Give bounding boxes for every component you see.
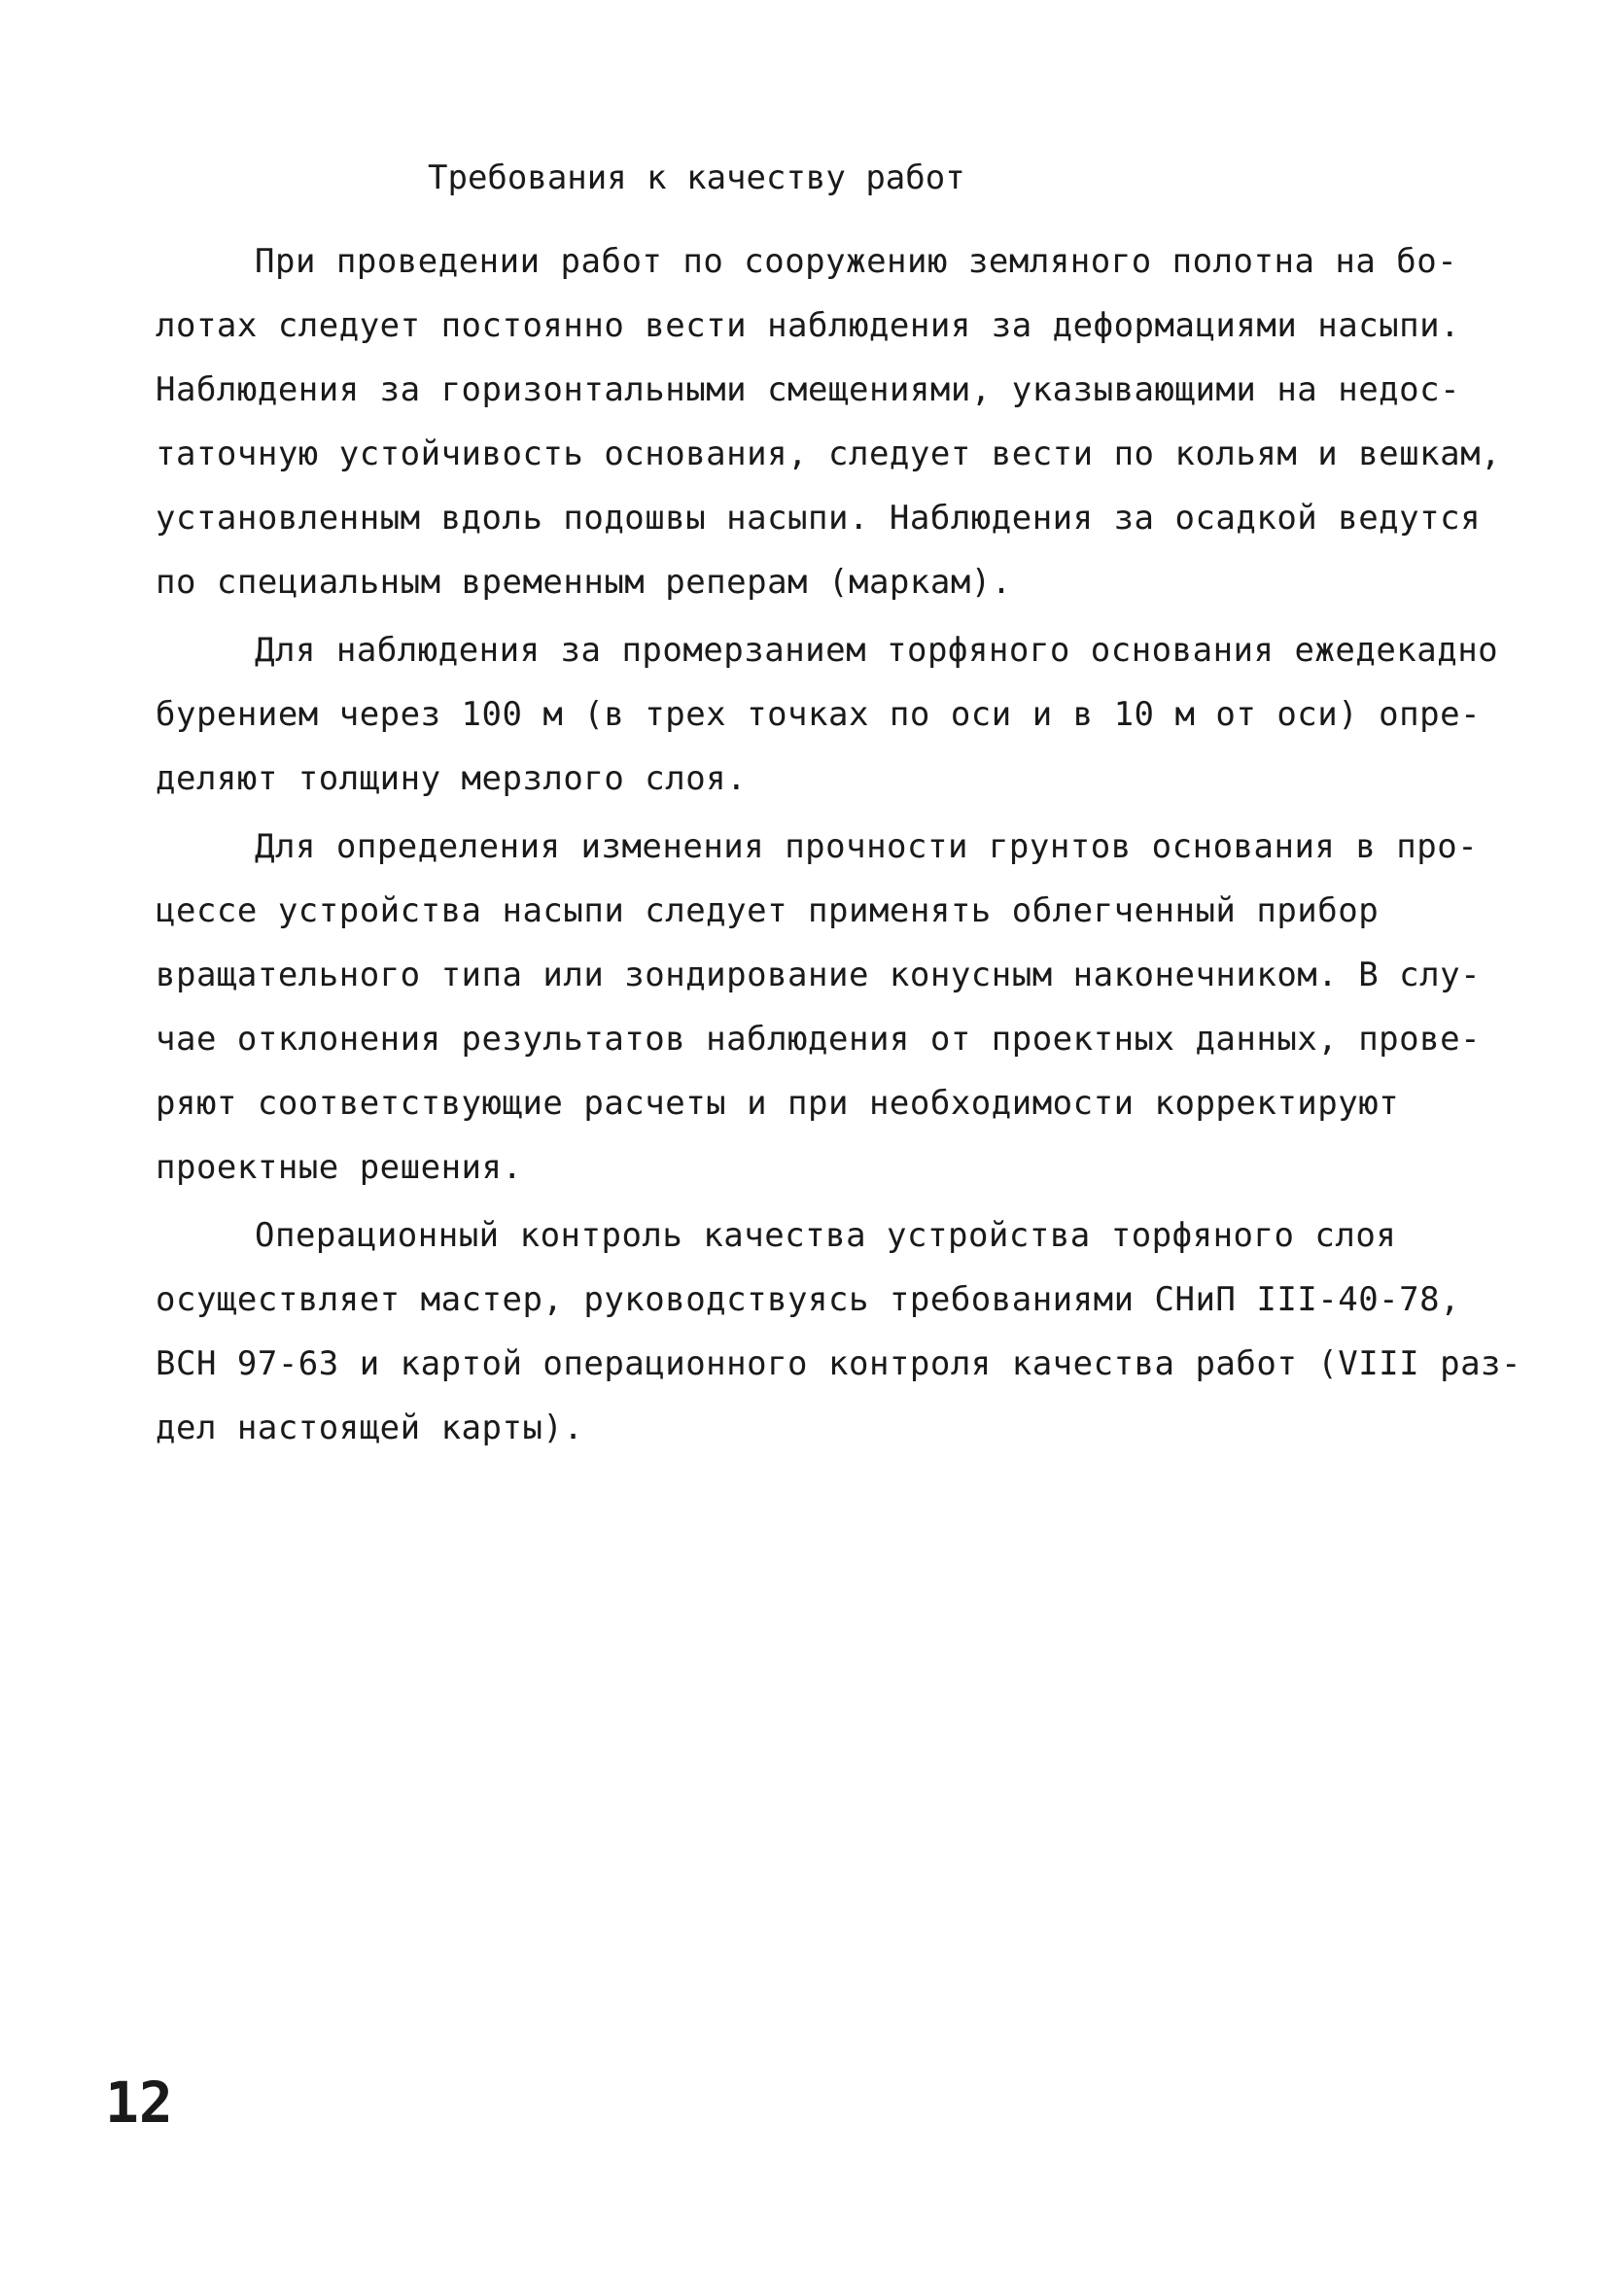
text-line: по специальным временным реперам (маркам).	[156, 563, 1012, 602]
text-line: чае отклонения результатов наблюдения от проектных данных, прове-	[156, 1020, 1482, 1059]
text-line: лотах следует постоянно вести наблюдения за деформациями насыпи.	[156, 306, 1461, 345]
text-line: Для определения изменения прочности грунтов основания в про-	[255, 827, 1479, 866]
text-line: Для наблюдения за промерзанием торфяного основания ежедекадно	[255, 631, 1499, 670]
text-line: Наблюдения за горизонтальными смещениями, указывающими на недос-	[156, 370, 1461, 409]
text-line: Операционный контроль качества устройства торфяного слоя	[255, 1216, 1397, 1255]
text-line: При проведении работ по сооружению земляного полотна на бо-	[255, 242, 1458, 281]
text-line: ВСН 97-63 и картой операционного контроля качества работ (VIII раз-	[156, 1344, 1521, 1383]
text-line: деляют толщину мерзлого слоя.	[156, 759, 748, 798]
text-line: цессе устройства насыпи следует применять облегченный прибор	[156, 891, 1380, 930]
page-number: 12	[105, 2070, 173, 2136]
text-line: осуществляет мастер, руководствуясь требованиями СНиП III-40-78,	[156, 1280, 1461, 1319]
text-line: ряют соответствующие расчеты и при необходимости корректируют	[156, 1084, 1400, 1123]
section-title: Требования к качеству работ	[428, 158, 965, 197]
text-line: проектные решения.	[156, 1148, 523, 1187]
text-line: дел настоящей карты).	[156, 1409, 584, 1447]
text-line: бурением через 100 м (в трех точках по оси и в 10 м от оси) опре-	[156, 695, 1482, 734]
text-line: таточную устойчивость основания, следует вести по кольям и вешкам,	[156, 435, 1502, 473]
text-line: установленным вдоль подошвы насыпи. Наблюдения за осадкой ведутся	[156, 499, 1482, 538]
text-line: вращательного типа или зондирование конусным наконечником. В слу-	[156, 956, 1482, 994]
